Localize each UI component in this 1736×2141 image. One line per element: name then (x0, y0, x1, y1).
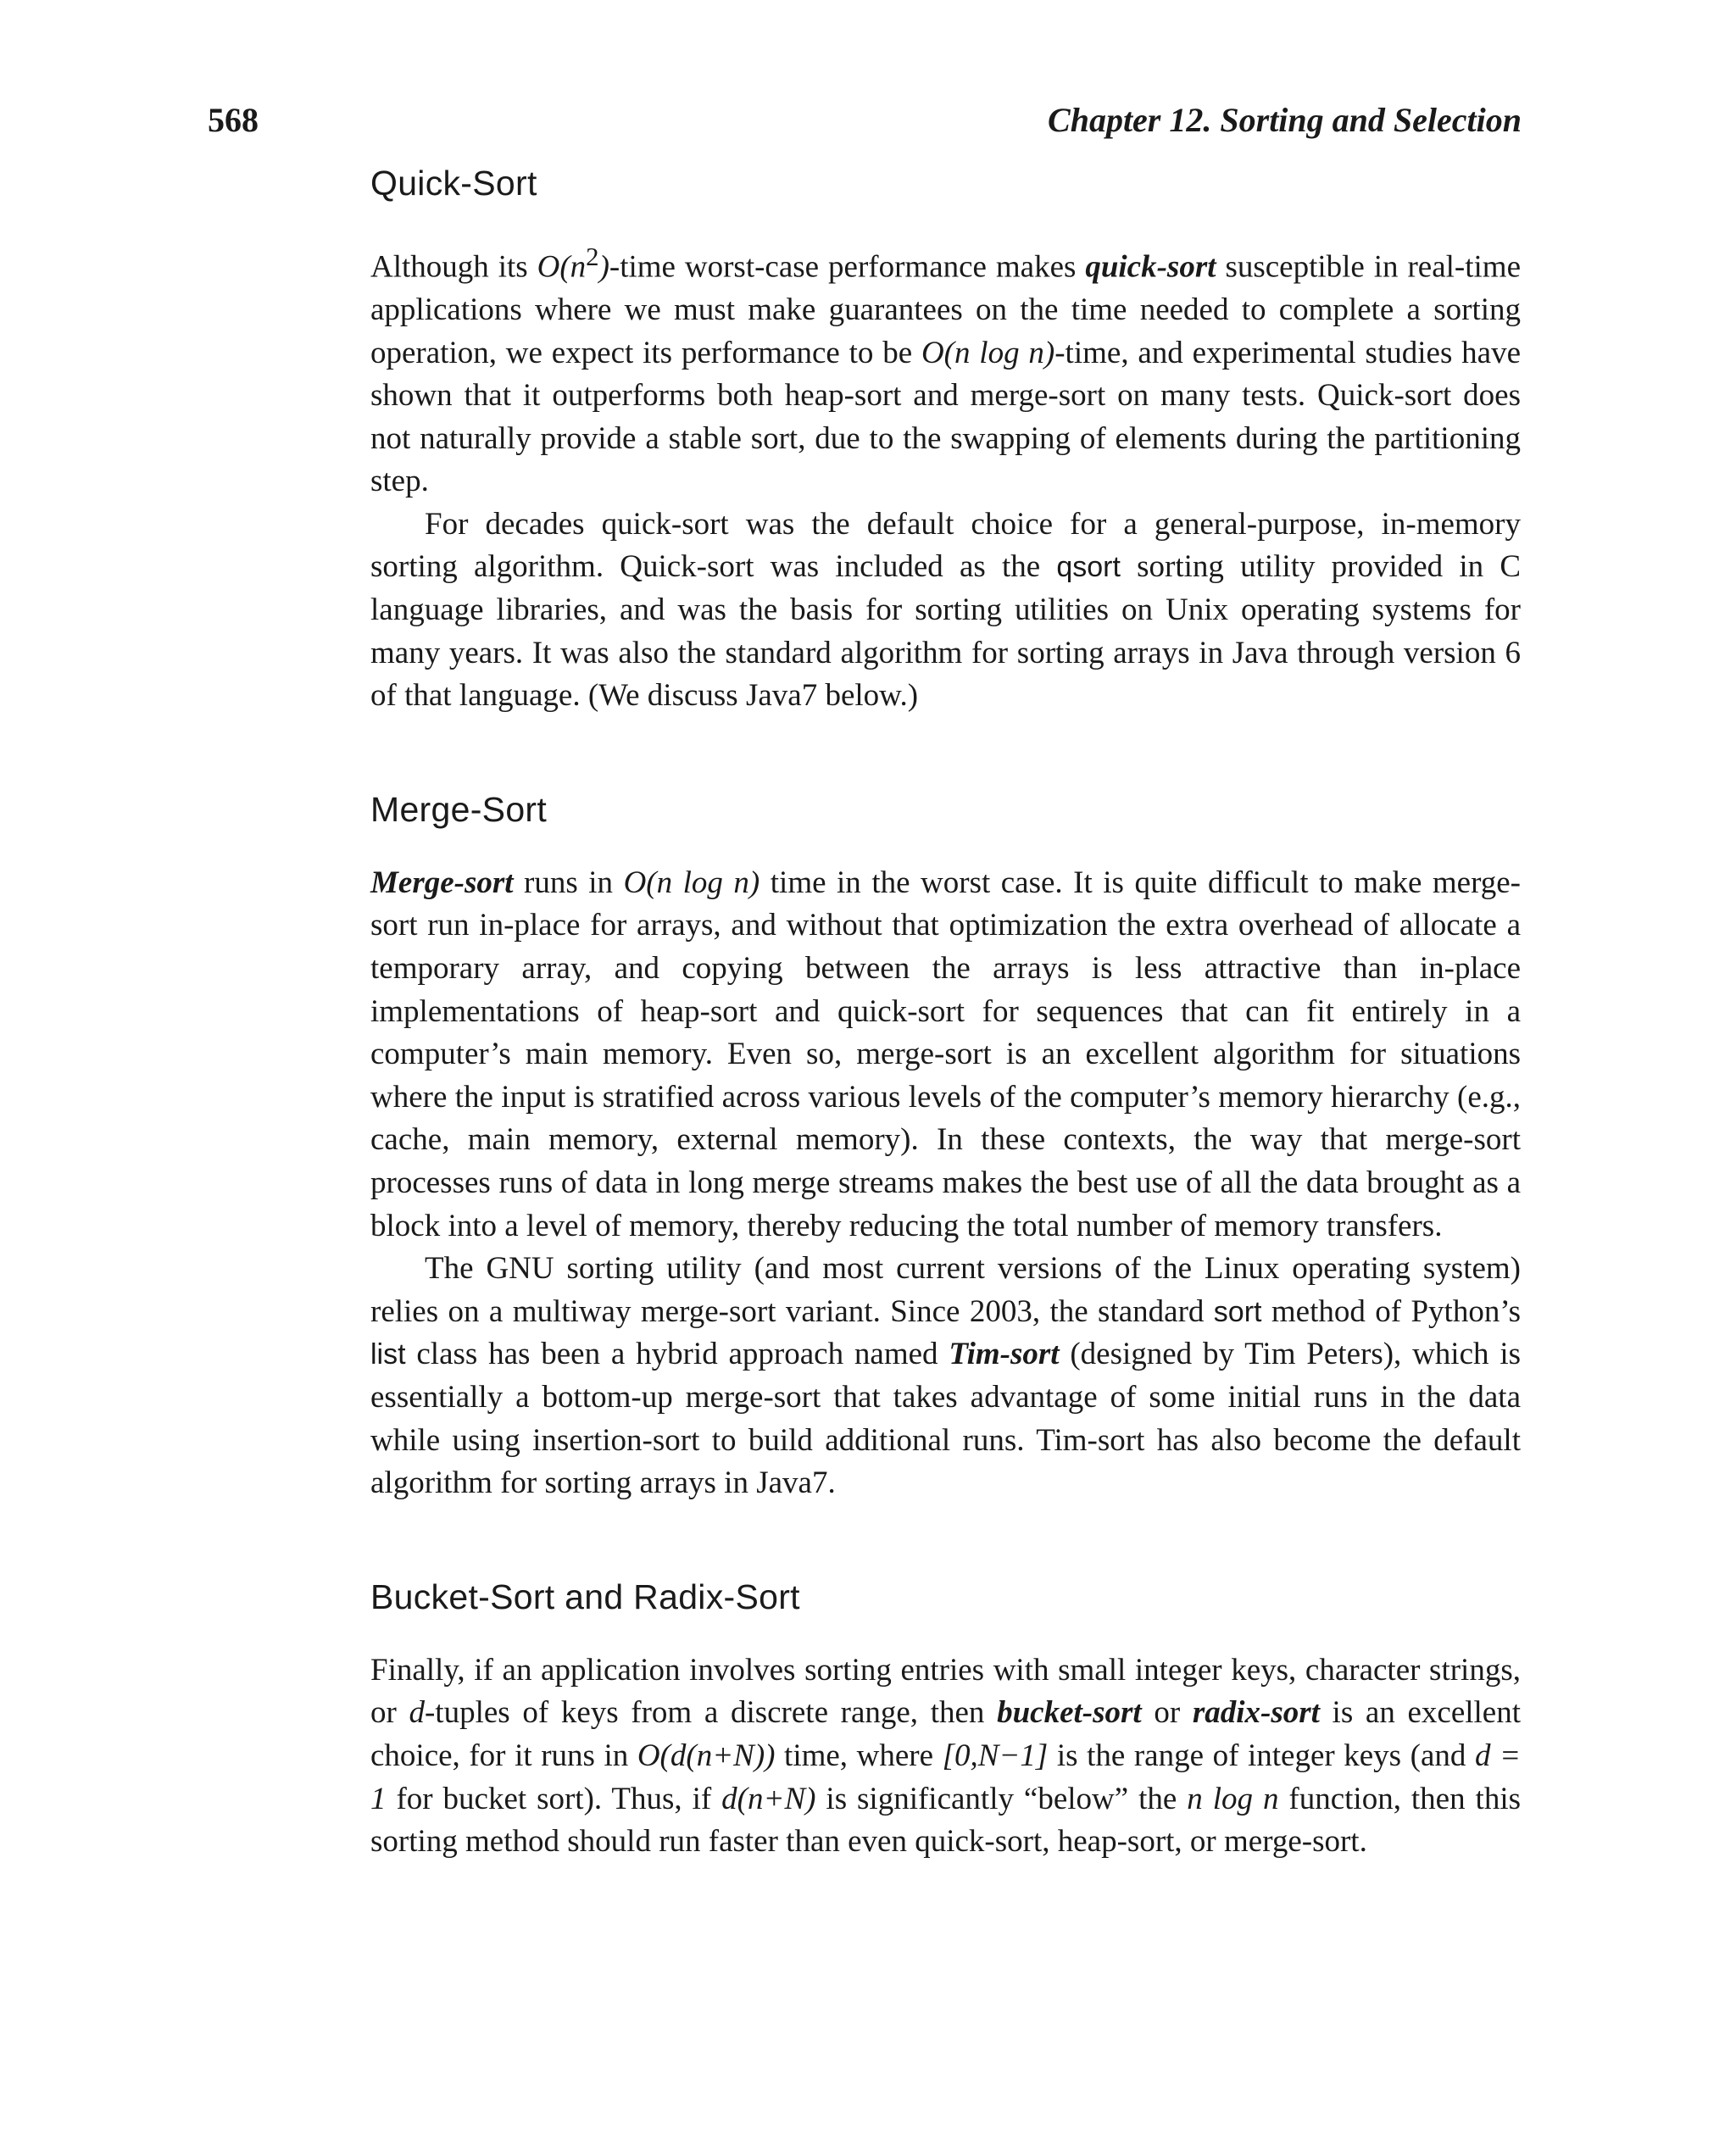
page-content (370, 159, 1521, 1864)
term-tim-sort: Tim-sort (949, 1337, 1060, 1372)
math-superscript: 2 (586, 242, 599, 271)
term-quick-sort: quick-sort (1085, 249, 1216, 285)
term-merge-sort: Merge-sort (370, 865, 514, 900)
math-expression: O(n (537, 249, 587, 285)
math-expression: n log n (1187, 1781, 1279, 1816)
section-heading-bucket-radix-sort: Bucket-Sort and Radix-Sort (370, 1577, 800, 1616)
term-bucket-sort: bucket-sort (997, 1695, 1142, 1731)
section-heading-merge-sort: Merge-Sort (370, 789, 548, 829)
math-expression: d (409, 1695, 425, 1731)
paragraph-merge-sort-1: Merge-sort runs in O(n log n) time in the worst case. It is quite difficult to make merge-sort run in-place for arrays, and without that optimization the extra overhead of allocate a temporary array, and copying between the arrays is less attractive than in-place implementations of heap-sort and quick-sort for sequences that can fit entirely in a computer’s main memory. Even so, merge-sort is an excellent algorithm for situations where the input is stratified across various levels of the computer’s memory hierarchy (e.g., cache, main memory, external memory). In these contexts, the way that merge-sort processes runs of data in long merge streams makes the best use of all the data brought as a block into a level of memory, thereby reducing the total number of memory transfers. (370, 865, 1521, 1243)
math-expression: O(n log n) (623, 865, 760, 900)
paragraph-bucket-radix-1: Finally, if an application involves sorting entries with small integer keys, character strings, or d-tuples of keys from a discrete range, then bucket-sort or radix-sort is an excellent choice, for it runs in O(d(n+N)) time, where [0,N−1] is the range of integer keys (and d = 1 for bucket sort). Thus, if d(n+N) is significantly “below” the n log n function, then this sorting method should run faster than even quick-sort, heap-sort, or merge-sort. (370, 1652, 1522, 1860)
paragraph-quick-sort-2: For decades quick-sort was the default choice for a general-purpose, in-memory sorting algorithm. Quick-sort was included as the qsort sorting utility provided in C language libraries, and was the basis for sorting utilities on Unix operating systems for many years. It was also the standard algorithm for sorting arrays in Java through version 6 of that language. (We discuss Java7 below.) (370, 506, 1521, 714)
paragraph-quick-sort-1: Although its $O(n^2)$-time worst-case performance makes quick-sort susceptible in real-time applications where we must make guarantees on the time needed to complete a sorting operation, we expect its performance to be O(n log n)-time, and experimental studies have shown that it outperforms both heap-sort and merge-sort on many tests. Quick-sort does not naturally provide a stable sort, due to the swapping of elements during the partitioning step. (370, 242, 1521, 499)
math-expression: O(d(n+N)) (637, 1738, 776, 1773)
code-sort: sort (1213, 1295, 1262, 1328)
paragraph-merge-sort-2: The GNU sorting utility (and most current versions of the Linux operating system) relies on a multiway merge-sort variant. Since 2003, the standard sort method of Python’s list class has been a hybrid approach named Tim-sort (designed by Tim Peters), which is essentially a bottom-up merge-sort that takes advantage of some initial runs in the data while using insertion-sort to build additional runs. Tim-sort has also become the default algorithm for sorting arrays in Java7. (370, 1251, 1521, 1501)
section-heading-quick-sort: Quick-Sort (370, 164, 537, 203)
term-radix-sort: radix-sort (1192, 1695, 1320, 1731)
chapter-title: Chapter 12. Sorting and Selection (1048, 101, 1522, 139)
page-number: 568 (208, 101, 259, 139)
math-expression: [0,N−1] (942, 1738, 1049, 1773)
math-expression: d = 1 (370, 1738, 1522, 1816)
code-list: list (370, 1338, 406, 1371)
math-expression: d(n+N) (721, 1781, 816, 1816)
code-qsort: qsort (1056, 551, 1121, 584)
math-expression: O(n log n) (921, 335, 1055, 370)
